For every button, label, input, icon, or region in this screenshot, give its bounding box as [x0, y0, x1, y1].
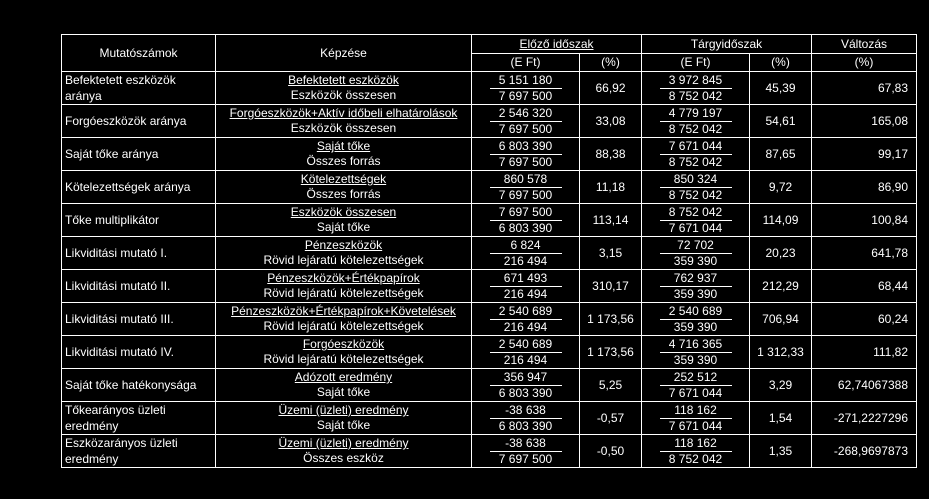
pct-prev: (%) — [580, 54, 642, 72]
prev-values-cell — [472, 72, 580, 105]
pct-change: (%) — [812, 54, 917, 72]
change-percent: 165,08 — [812, 105, 917, 138]
prev-numerator: 2 540 689 — [490, 304, 562, 320]
curr-percent: 1 312,33 — [750, 336, 812, 369]
indicator-table — [61, 34, 917, 468]
indicator-name: Kötelezettségek aránya — [62, 171, 216, 204]
prev-numerator: 860 578 — [490, 172, 562, 188]
change-percent: 641,78 — [812, 237, 917, 270]
prev-numerator: -38 638 — [490, 403, 562, 419]
curr-values-cell — [642, 204, 750, 237]
table-row — [62, 171, 917, 204]
curr-values-cell — [642, 72, 750, 105]
formula-cell — [216, 435, 472, 468]
change-percent: 99,17 — [812, 138, 917, 171]
formula-numerator: Üzemi (üzleti) eredmény — [278, 436, 409, 450]
prev-values-cell — [472, 435, 580, 468]
curr-numerator: 4 716 365 — [660, 337, 732, 353]
formula-numerator: Üzemi (üzleti) eredmény — [278, 403, 409, 417]
prev-numerator: 356 947 — [490, 370, 562, 386]
prev-percent: -0,57 — [580, 402, 642, 435]
unit-curr: (E Ft) — [642, 54, 750, 72]
table-row — [62, 402, 917, 435]
prev-denominator: 7 697 500 — [498, 88, 553, 103]
formula-cell — [216, 270, 472, 303]
table-row — [62, 138, 917, 171]
table-row — [62, 237, 917, 270]
curr-numerator: 72 702 — [660, 238, 732, 254]
indicator-name: Tőke multiplikátor — [62, 204, 216, 237]
change-percent: 111,82 — [812, 336, 917, 369]
header-prev-period: Előző időszak — [472, 35, 642, 54]
curr-numerator: 118 162 — [660, 403, 732, 419]
curr-numerator: 3 972 845 — [660, 73, 732, 89]
formula-denominator: Rövid lejáratú kötelezettségek — [263, 286, 424, 300]
curr-denominator: 359 390 — [673, 286, 718, 301]
pct-curr: (%) — [750, 54, 812, 72]
formula-cell — [216, 105, 472, 138]
prev-numerator: 6 803 390 — [490, 139, 562, 155]
prev-values-cell — [472, 171, 580, 204]
formula-denominator: Összes eszköz — [303, 451, 384, 465]
prev-values-cell — [472, 204, 580, 237]
table-row — [62, 204, 917, 237]
header-indicator: Mutatószámok — [62, 35, 216, 72]
prev-percent: 88,38 — [580, 138, 642, 171]
formula-numerator: Befektetett eszközök — [288, 73, 399, 87]
prev-denominator: 6 803 390 — [498, 385, 553, 400]
indicator-name: Likviditási mutató I. — [62, 237, 216, 270]
curr-denominator: 359 390 — [673, 319, 718, 334]
formula-denominator: Rövid lejáratú kötelezettségek — [263, 319, 424, 333]
prev-values-cell — [472, 303, 580, 336]
formula-denominator: Rövid lejáratú kötelezettségek — [263, 352, 424, 366]
indicator-name: Befektetett eszközök aránya — [62, 72, 216, 105]
prev-numerator: 2 546 320 — [490, 106, 562, 122]
formula-cell — [216, 303, 472, 336]
change-percent: 86,90 — [812, 171, 917, 204]
curr-numerator: 4 779 197 — [660, 106, 732, 122]
curr-percent: 1,35 — [750, 435, 812, 468]
prev-percent: -0,50 — [580, 435, 642, 468]
prev-values-cell — [472, 237, 580, 270]
curr-percent: 87,65 — [750, 138, 812, 171]
prev-denominator: 216 494 — [503, 286, 548, 301]
formula-denominator: Saját tőke — [316, 385, 371, 399]
prev-percent: 11,18 — [580, 171, 642, 204]
prev-percent: 3,15 — [580, 237, 642, 270]
formula-denominator: Összes forrás — [306, 154, 381, 168]
prev-denominator: 6 803 390 — [498, 418, 553, 433]
prev-denominator: 7 697 500 — [498, 187, 553, 202]
formula-numerator: Forgóeszközök — [302, 337, 385, 351]
formula-cell — [216, 237, 472, 270]
formula-denominator: Összes forrás — [306, 187, 381, 201]
prev-values-cell — [472, 270, 580, 303]
change-percent: -268,9697873 — [812, 435, 917, 468]
prev-numerator: 7 697 500 — [490, 205, 562, 221]
curr-values-cell — [642, 171, 750, 204]
curr-percent: 3,29 — [750, 369, 812, 402]
curr-values-cell — [642, 270, 750, 303]
curr-denominator: 359 390 — [673, 253, 718, 268]
curr-values-cell — [642, 105, 750, 138]
formula-cell — [216, 72, 472, 105]
indicator-name: Tőkearányos üzleti eredmény — [62, 402, 216, 435]
change-percent: -271,2227296 — [812, 402, 917, 435]
formula-cell — [216, 171, 472, 204]
formula-cell — [216, 336, 472, 369]
curr-denominator: 8 752 042 — [668, 187, 723, 202]
prev-percent: 5,25 — [580, 369, 642, 402]
prev-values-cell — [472, 336, 580, 369]
prev-denominator: 216 494 — [503, 253, 548, 268]
change-percent: 62,74067388 — [812, 369, 917, 402]
formula-cell — [216, 369, 472, 402]
formula-denominator: Saját tőke — [316, 220, 371, 234]
change-percent: 60,24 — [812, 303, 917, 336]
curr-denominator: 8 752 042 — [668, 154, 723, 169]
prev-values-cell — [472, 369, 580, 402]
prev-numerator: -38 638 — [490, 436, 562, 452]
curr-numerator: 8 752 042 — [660, 205, 732, 221]
curr-denominator: 8 752 042 — [668, 451, 723, 466]
prev-percent: 310,17 — [580, 270, 642, 303]
curr-denominator: 8 752 042 — [668, 121, 723, 136]
table-row — [62, 105, 917, 138]
change-percent: 100,84 — [812, 204, 917, 237]
indicator-name: Forgóeszközök aránya — [62, 105, 216, 138]
formula-denominator: Eszközök összesen — [290, 121, 397, 135]
indicator-name: Likviditási mutató II. — [62, 270, 216, 303]
prev-values-cell — [472, 105, 580, 138]
curr-percent: 706,94 — [750, 303, 812, 336]
curr-values-cell — [642, 237, 750, 270]
prev-values-cell — [472, 138, 580, 171]
indicator-name: Eszközarányos üzleti eredmény — [62, 435, 216, 468]
formula-numerator: Saját tőke — [316, 139, 371, 153]
prev-percent: 66,92 — [580, 72, 642, 105]
formula-denominator: Rövid lejáratú kötelezettségek — [263, 253, 424, 267]
change-percent: 68,44 — [812, 270, 917, 303]
curr-numerator: 762 937 — [660, 271, 732, 287]
unit-prev: (E Ft) — [472, 54, 580, 72]
curr-values-cell — [642, 402, 750, 435]
formula-numerator: Kötelezettségek — [300, 172, 387, 186]
curr-percent: 212,29 — [750, 270, 812, 303]
table-row — [62, 72, 917, 105]
indicator-name: Likviditási mutató III. — [62, 303, 216, 336]
table-row — [62, 270, 917, 303]
header-change: Változás — [812, 35, 917, 54]
formula-numerator: Pénzeszközök+Értékpapírok+Követelések — [231, 304, 456, 318]
prev-percent: 1 173,56 — [580, 336, 642, 369]
header-formula: Képzése — [216, 35, 472, 72]
curr-numerator: 7 671 044 — [660, 139, 732, 155]
curr-percent: 20,23 — [750, 237, 812, 270]
prev-numerator: 671 493 — [490, 271, 562, 287]
curr-values-cell — [642, 435, 750, 468]
formula-numerator: Pénzeszközök+Értékpapírok — [267, 271, 420, 285]
prev-numerator: 5 151 180 — [490, 73, 562, 89]
curr-values-cell — [642, 138, 750, 171]
curr-numerator: 850 324 — [660, 172, 732, 188]
formula-numerator: Pénzeszközök — [304, 238, 383, 252]
curr-numerator: 118 162 — [660, 436, 732, 452]
curr-denominator: 7 671 044 — [668, 220, 723, 235]
formula-numerator: Forgóeszközök+Aktív időbeli elhatárolások — [229, 106, 458, 120]
prev-denominator: 7 697 500 — [498, 451, 553, 466]
prev-denominator: 216 494 — [503, 319, 548, 334]
prev-denominator: 6 803 390 — [498, 220, 553, 235]
change-percent: 67,83 — [812, 72, 917, 105]
curr-values-cell — [642, 336, 750, 369]
curr-percent: 9,72 — [750, 171, 812, 204]
header-curr-period: Tárgyidőszak — [642, 35, 812, 54]
curr-percent: 54,61 — [750, 105, 812, 138]
table-row — [62, 369, 917, 402]
formula-numerator: Adózott eredmény — [294, 370, 393, 384]
indicator-name: Saját tőke aránya — [62, 138, 216, 171]
prev-percent: 113,14 — [580, 204, 642, 237]
curr-percent: 45,39 — [750, 72, 812, 105]
prev-values-cell — [472, 402, 580, 435]
indicator-name: Likviditási mutató IV. — [62, 336, 216, 369]
formula-numerator: Eszközök összesen — [290, 205, 397, 219]
curr-percent: 114,09 — [750, 204, 812, 237]
curr-numerator: 2 540 689 — [660, 304, 732, 320]
prev-percent: 1 173,56 — [580, 303, 642, 336]
curr-numerator: 252 512 — [660, 370, 732, 386]
formula-denominator: Eszközök összesen — [290, 88, 397, 102]
indicator-name: Saját tőke hatékonysága — [62, 369, 216, 402]
table-row — [62, 303, 917, 336]
curr-denominator: 359 390 — [673, 352, 718, 367]
prev-denominator: 216 494 — [503, 352, 548, 367]
prev-denominator: 7 697 500 — [498, 121, 553, 136]
formula-cell — [216, 138, 472, 171]
curr-denominator: 8 752 042 — [668, 88, 723, 103]
header-row — [62, 35, 917, 54]
curr-percent: 1,54 — [750, 402, 812, 435]
prev-numerator: 6 824 — [490, 238, 562, 254]
table-row — [62, 435, 917, 468]
formula-cell — [216, 402, 472, 435]
curr-values-cell — [642, 303, 750, 336]
curr-denominator: 7 671 044 — [668, 418, 723, 433]
prev-percent: 33,08 — [580, 105, 642, 138]
table-row — [62, 336, 917, 369]
formula-denominator: Saját tőke — [316, 418, 371, 432]
formula-cell — [216, 204, 472, 237]
curr-denominator: 7 671 044 — [668, 385, 723, 400]
curr-values-cell — [642, 369, 750, 402]
prev-denominator: 7 697 500 — [498, 154, 553, 169]
prev-numerator: 2 540 689 — [490, 337, 562, 353]
